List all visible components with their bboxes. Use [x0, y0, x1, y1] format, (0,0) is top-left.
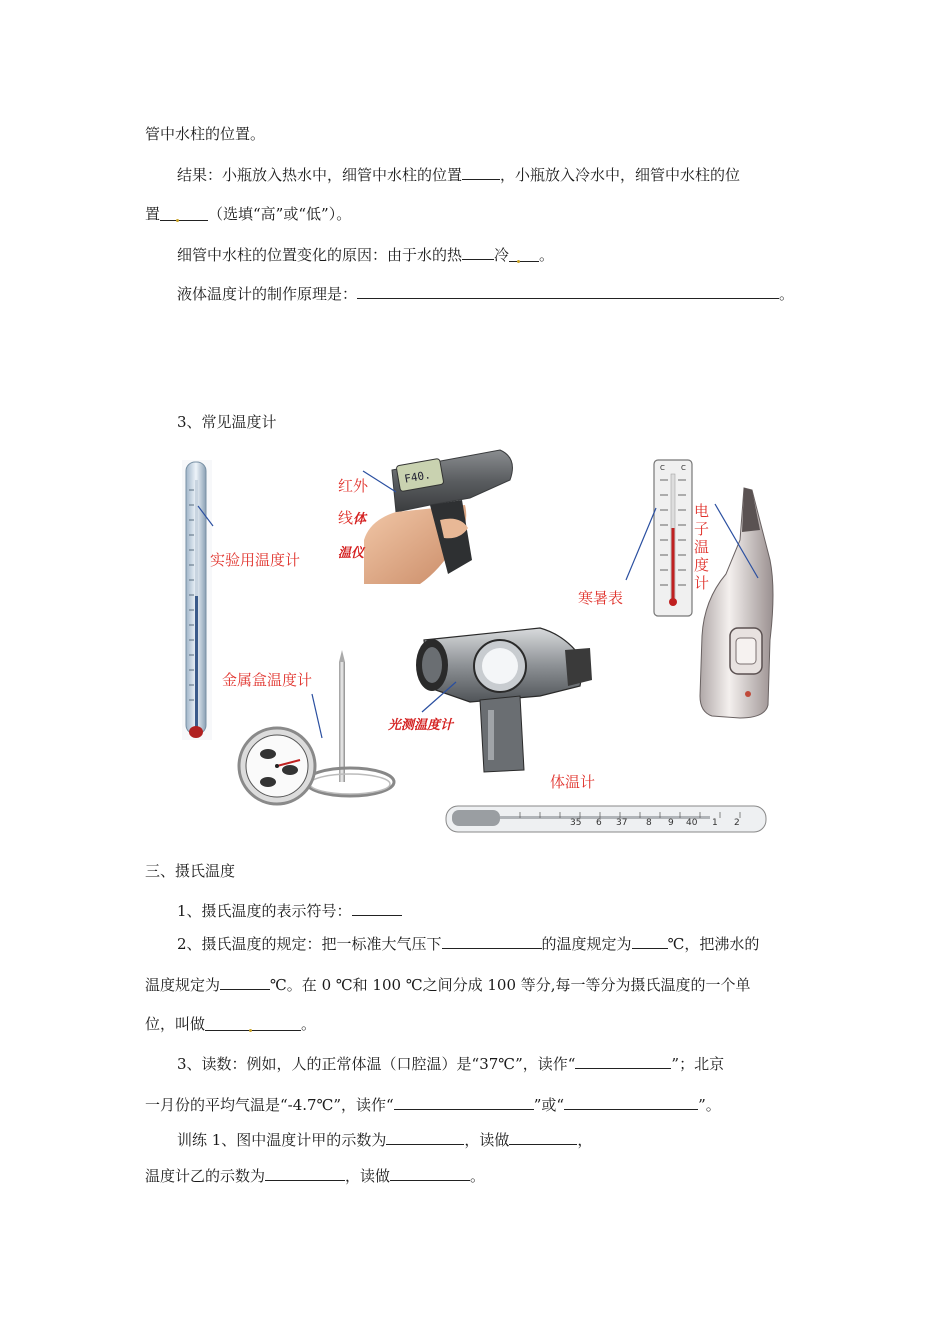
text: 。	[470, 1167, 486, 1185]
q2-line	[177, 932, 759, 954]
label-optical-thermometer: 光测温度计	[388, 718, 454, 733]
label-lab-thermometer: 实验用温度计	[210, 551, 301, 569]
answer-blank[interactable]	[265, 1164, 345, 1181]
q1-line	[177, 899, 402, 921]
text: 结果：小瓶放入热水中，细管中水柱的位置	[177, 166, 463, 184]
text: ℃，把沸水的	[667, 935, 760, 953]
section-heading	[145, 861, 235, 881]
answer-blank[interactable]	[390, 1164, 470, 1181]
text: ，小瓶放入冷水中，细管中水柱的位	[500, 166, 741, 184]
text: 2、摄氏温度的规定：把一标准大气压下	[177, 935, 442, 953]
label-electronic: 电 子 温 度 计	[694, 502, 710, 592]
text: 训练 1、图中温度计甲的示数为	[177, 1131, 387, 1149]
scale-label: 2	[734, 818, 740, 828]
scale-label: 40	[686, 818, 698, 828]
answer-blank[interactable]	[564, 1093, 698, 1110]
text: 的温度规定为	[541, 935, 632, 953]
text: 一月份的平均气温是“-4.7℃”，读作“	[145, 1096, 394, 1114]
q3-line-2	[145, 1093, 721, 1115]
svg-text:C: C	[681, 464, 686, 472]
answer-blank[interactable]	[386, 1128, 464, 1145]
q2-line-2	[145, 973, 751, 995]
text: 。	[301, 1015, 317, 1033]
text: 。	[539, 246, 555, 264]
scale-label: 1	[712, 818, 718, 828]
text: ，	[577, 1131, 593, 1149]
text: ”；北京	[671, 1055, 725, 1073]
answer-blank[interactable]	[509, 1128, 577, 1145]
text: ，读做	[464, 1131, 510, 1149]
text: （选填“高”或“低”）。	[208, 205, 352, 223]
text: 温度计乙的示数为	[145, 1167, 266, 1185]
answer-blank[interactable]	[220, 973, 270, 990]
text: ”。	[698, 1096, 721, 1114]
text: 液体温度计的制作原理是：	[177, 285, 358, 303]
text: ”或“	[533, 1096, 565, 1114]
svg-text:F40.: F40.	[403, 468, 432, 486]
text: 三、摄氏温度	[145, 862, 236, 880]
scale-label: 6	[596, 818, 602, 828]
clinical-thermometer	[446, 806, 766, 832]
answer-blank[interactable]	[575, 1052, 671, 1069]
scale-label: 9	[668, 818, 674, 828]
answer-blank[interactable]	[352, 899, 402, 916]
wall-thermometer	[626, 460, 692, 616]
text: 冷	[494, 246, 510, 264]
answer-blank[interactable]	[632, 932, 668, 949]
label-dial-thermometer: 金属盒温度计	[222, 671, 313, 689]
text: 置	[145, 205, 161, 223]
label-infrared-2: 线体	[338, 509, 367, 527]
electronic-thermometer	[700, 488, 773, 718]
infrared-thermometer	[362, 448, 520, 584]
scale-label: 8	[646, 818, 652, 828]
text: 温度规定为	[145, 976, 221, 994]
text: 3、常见温度计	[177, 413, 277, 431]
q2-line-3	[145, 1014, 316, 1034]
text: ，读做	[345, 1167, 391, 1185]
answer-blank[interactable]	[442, 932, 542, 949]
training-line	[177, 1128, 592, 1150]
optical-thermometer	[416, 626, 592, 772]
label-clinical-thermometer: 体温计	[550, 773, 596, 791]
scale-label: 37	[616, 818, 628, 828]
answer-blank[interactable]	[205, 1014, 301, 1031]
svg-text:C: C	[660, 464, 665, 472]
label-infrared-1: 红外	[338, 477, 369, 495]
text: 3、读数：例如，人的正常体温（口腔温）是“37℃”，读作“	[177, 1055, 576, 1073]
label-wall-thermometer: 寒暑表	[578, 589, 624, 607]
text: 细管中水柱的位置变化的原因：由于水的热	[177, 246, 463, 264]
training-line-2	[145, 1164, 485, 1186]
label-infrared-3: 温仪	[338, 546, 365, 561]
lab-thermometer	[182, 460, 213, 740]
text: 位，叫做	[145, 1015, 206, 1033]
text: 。	[779, 285, 795, 303]
answer-blank[interactable]	[394, 1093, 534, 1110]
text: 管中水柱的位置。	[145, 125, 266, 143]
q3-line	[177, 1052, 724, 1074]
text: 1、摄氏温度的表示符号：	[177, 902, 352, 920]
text: ℃。在 0 ℃和 100 ℃之间分成 100 等分,每一等分为摄氏温度的一个单	[270, 976, 751, 994]
scale-label: 35	[570, 818, 582, 828]
